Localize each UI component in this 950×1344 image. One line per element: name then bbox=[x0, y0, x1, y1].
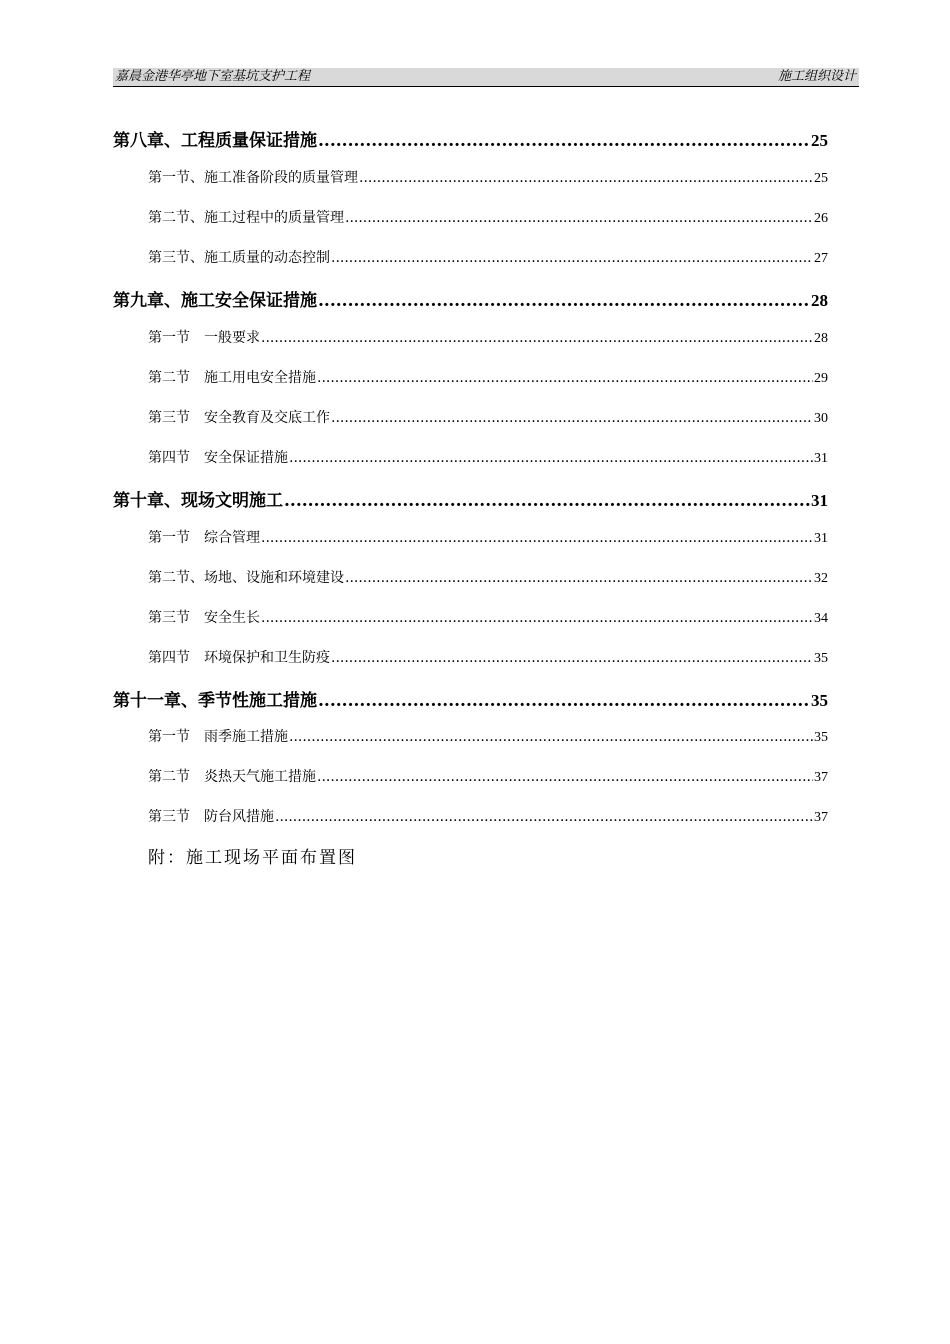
toc-section[interactable] bbox=[148, 407, 828, 427]
leader-dots bbox=[331, 650, 813, 666]
leader-dots bbox=[318, 291, 810, 311]
toc-page-number: 37 bbox=[814, 770, 828, 785]
toc-page-number: 26 bbox=[814, 211, 828, 226]
header-document-type: 施工组织设计 bbox=[777, 69, 856, 84]
toc-page-number: 31 bbox=[811, 491, 828, 510]
toc-chapter[interactable] bbox=[113, 486, 828, 511]
toc-section[interactable] bbox=[148, 726, 828, 746]
toc-section[interactable] bbox=[148, 447, 828, 467]
toc-page-number: 25 bbox=[811, 131, 828, 150]
toc-entry-label: 第十章、现场文明施工 bbox=[113, 491, 283, 511]
appendix-note: 附：施工现场平面布置图 bbox=[148, 848, 357, 868]
toc-page-number: 37 bbox=[814, 810, 828, 825]
leader-dots bbox=[317, 769, 813, 785]
toc-entry-label: 第四节 安全保证措施 bbox=[148, 450, 288, 466]
toc-page-number: 27 bbox=[814, 251, 828, 266]
toc-entry-label: 第三节 安全教育及交底工作 bbox=[148, 410, 330, 426]
toc-section[interactable] bbox=[148, 607, 828, 627]
leader-dots bbox=[345, 570, 813, 586]
toc-section[interactable] bbox=[148, 647, 828, 667]
toc-section[interactable] bbox=[148, 367, 828, 387]
toc-section[interactable] bbox=[148, 567, 828, 587]
toc-entry-label: 第二节、场地、设施和环境建设 bbox=[148, 570, 344, 586]
toc-section[interactable] bbox=[148, 327, 828, 347]
toc-page-number: 25 bbox=[814, 171, 828, 186]
leader-dots bbox=[289, 450, 813, 466]
leader-dots bbox=[275, 809, 813, 825]
toc-entry-label: 第三节、施工质量的动态控制 bbox=[148, 250, 330, 266]
toc-page-number: 31 bbox=[814, 531, 828, 546]
leader-dots bbox=[261, 530, 813, 546]
toc-entry-label: 第八章、工程质量保证措施 bbox=[113, 131, 317, 151]
toc-page-number: 28 bbox=[811, 291, 828, 310]
toc-page-number: 29 bbox=[814, 371, 828, 386]
toc-page-number: 35 bbox=[814, 651, 828, 666]
toc-section[interactable] bbox=[148, 247, 828, 267]
leader-dots bbox=[284, 491, 810, 511]
leader-dots bbox=[345, 210, 813, 226]
toc-chapter[interactable] bbox=[113, 286, 828, 311]
toc-entry-label: 第一节 一般要求 bbox=[148, 330, 260, 346]
toc-section[interactable] bbox=[148, 766, 828, 786]
toc-chapter[interactable] bbox=[113, 126, 828, 151]
toc-entry-label: 第四节 环境保护和卫生防疫 bbox=[148, 650, 330, 666]
toc-entry-label: 第一节 雨季施工措施 bbox=[148, 729, 288, 745]
leader-dots bbox=[318, 691, 810, 711]
page-header bbox=[113, 68, 859, 87]
toc-section[interactable] bbox=[148, 207, 828, 227]
leader-dots bbox=[318, 131, 810, 151]
toc-section[interactable] bbox=[148, 806, 828, 826]
leader-dots bbox=[331, 250, 813, 266]
toc-section[interactable] bbox=[148, 167, 828, 187]
toc-chapter[interactable] bbox=[113, 686, 828, 711]
leader-dots bbox=[261, 610, 813, 626]
toc-entry-label: 第一节、施工准备阶段的质量管理 bbox=[148, 170, 358, 186]
header-project-title: 嘉晨金港华亭地下室基坑支护工程 bbox=[115, 69, 311, 84]
leader-dots bbox=[359, 170, 813, 186]
leader-dots bbox=[289, 729, 813, 745]
toc-entry-label: 第三节 安全生长 bbox=[148, 610, 260, 626]
toc-page-number: 35 bbox=[814, 730, 828, 745]
toc-entry-label: 第二节 炎热天气施工措施 bbox=[148, 769, 316, 785]
toc-entry-label: 第一节 综合管理 bbox=[148, 530, 260, 546]
toc-page-number: 34 bbox=[814, 611, 828, 626]
toc-page-number: 30 bbox=[814, 411, 828, 426]
toc-page-number: 31 bbox=[814, 451, 828, 466]
leader-dots bbox=[331, 410, 813, 426]
toc-entry-label: 第九章、施工安全保证措施 bbox=[113, 291, 317, 311]
toc-entry-label: 第二节、施工过程中的质量管理 bbox=[148, 210, 344, 226]
toc-page-number: 32 bbox=[814, 571, 828, 586]
toc-entry-label: 第三节 防台风措施 bbox=[148, 809, 274, 825]
toc-entry-label: 第十一章、季节性施工措施 bbox=[113, 691, 317, 711]
toc-section[interactable] bbox=[148, 527, 828, 547]
toc-page-number: 28 bbox=[814, 331, 828, 346]
toc-entry-label: 第二节 施工用电安全措施 bbox=[148, 370, 316, 386]
leader-dots bbox=[317, 370, 813, 386]
leader-dots bbox=[261, 330, 813, 346]
toc-page-number: 35 bbox=[811, 691, 828, 710]
